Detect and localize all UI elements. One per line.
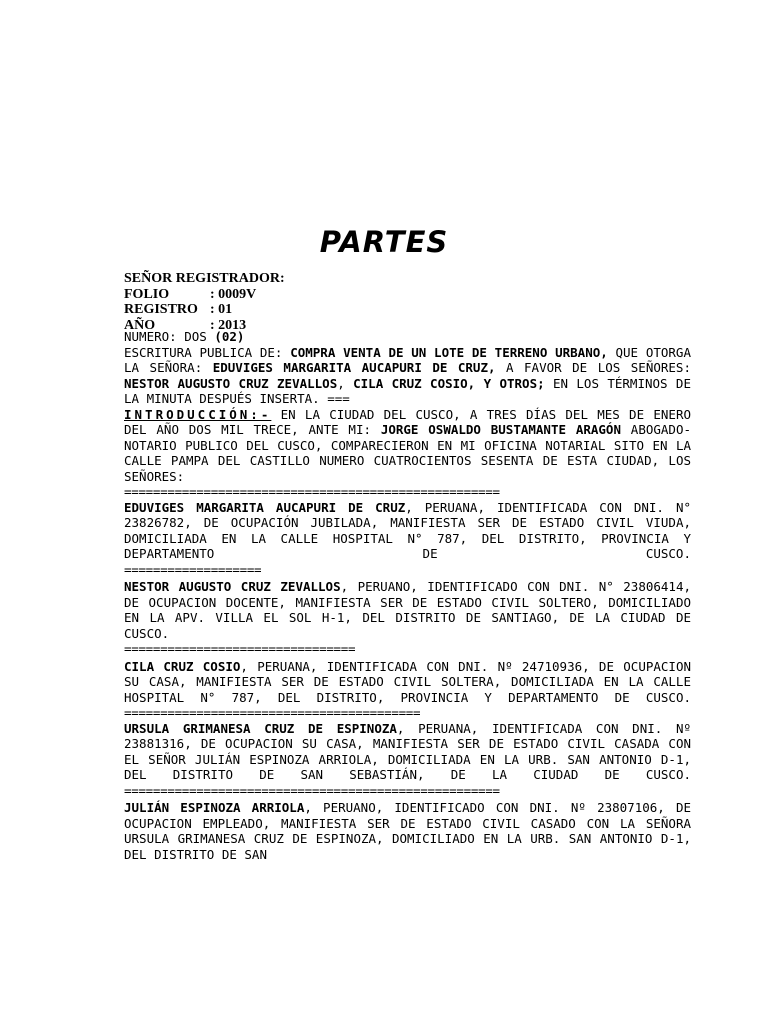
person-paragraph — [124, 800, 691, 862]
registry-header — [124, 271, 694, 333]
numero-label: NUMERO: DOS — [124, 329, 215, 344]
numero-value: (02) — [214, 329, 245, 344]
person-details: , PERUANA, IDENTIFICADA CON DNI. N° 23826782, DE OCUPACIÓN JUBILADA, MANIFIESTA SER DE ESTADO CIVIL VIUDA, DOMICILIADA EN LA CALLE HOSPITAL N° 787, DEL DISTRITO, PROVINCIA Y DEPARTAMENTO DE CUSCO. — [124, 499, 691, 561]
person-paragraph — [124, 721, 691, 783]
person-name: NESTOR AUGUSTO CRUZ ZEVALLOS — [124, 579, 341, 594]
separator-line: ========================================= — [124, 705, 421, 720]
escritura-text: ESCRITURA PUBLICA DE: — [124, 344, 291, 360]
grantor-name: EDUVIGES MARGARITA AUCAPURI DE CRUZ, — [212, 360, 496, 375]
anio-label: AÑO — [124, 317, 156, 333]
introduction-text: EN LA CIUDAD DEL CUSCO, A TRES DÍAS DEL MES DE ENERO DEL AÑO DOS MIL TRECE, ANTE MI: — [124, 406, 691, 437]
anio-value: : 2013 — [210, 317, 247, 333]
escritura-text: , — [337, 375, 354, 391]
escritura-text: QUE OTORGA LA SEÑORA: — [124, 344, 691, 375]
person-name: CILA CRUZ COSIO — [124, 658, 241, 674]
folio-label: FOLIO — [124, 286, 170, 302]
person-name: EDUVIGES MARGARITA AUCAPURI DE CRUZ — [124, 499, 406, 515]
person-name: URSULA GRIMANESA CRUZ DE ESPINOZA — [124, 720, 397, 736]
person-details: , PERUANA, IDENTIFICADA CON DNI. Nº 24710936, DE OCUPACION SU CASA, MANIFIESTA SER DE ESTADO CIVIL SOLTERA, DOMICILIADA EN LA CALLE HOSPITAL N° 787, DEL DISTRITO, PROVINCIA Y DEPARTAMENTO DE CUSCO. — [124, 658, 691, 705]
folio-value: : 0009V — [210, 286, 257, 302]
person-details: , PERUANO, IDENTIFICADO CON DNI. Nº 23807106, DE OCUPACION EMPLEADO, MANIFIESTA SER DE ESTADO CIVIL CASADO CON LA SEÑORA URSULA GRIMANESA CRUZ DE ESPINOZA, DOMICILIADO EN LA URB. SAN ANTONIO D-1, DEL DISTRITO DE SAN — [124, 800, 692, 862]
separator-line: ==================================================== — [124, 484, 500, 499]
separator-line: ==================================================== — [124, 782, 500, 798]
escritura-text: EN LOS TÉRMINOS DE LA MINUTA DESPUÉS INSERTA. === — [124, 375, 691, 406]
grantee-name: NESTOR AUGUSTO CRUZ ZEVALLOS — [124, 375, 338, 391]
escritura-text: A FAVOR DE LOS SEÑORES: — [495, 360, 691, 375]
person-name: JULIÁN ESPINOZA ARRIOLA — [124, 800, 305, 815]
registro-row — [124, 302, 694, 318]
person-paragraph — [124, 500, 691, 562]
person-details: , PERUANO, IDENTIFICADO CON DNI. N° 23806414, DE OCUPACION DOCENTE, MANIFIESTA SER DE ESTADO CIVIL SOLTERO, DOMICILIADO EN LA APV. VILLA EL SOL H-1, DEL DISTRITO DE SANTIAGO, DE LA CIUDAD DE CUSCO. — [124, 579, 691, 641]
separator-line: =================== — [124, 561, 262, 577]
folio-row — [124, 287, 694, 303]
grantee-name: CILA CRUZ COSIO, Y OTROS; — [353, 375, 545, 391]
separator-line: ================================ — [124, 641, 356, 656]
registro-value: : 01 — [210, 302, 233, 317]
introduction-heading: INTRODUCCIÓN:- — [124, 406, 272, 422]
numero-line — [124, 329, 691, 345]
registro-label: REGISTRO — [124, 302, 198, 317]
addressee-line: SEÑOR REGISTRADOR: — [124, 271, 285, 286]
person-details: , PERUANA, IDENTIFICADA CON DNI. Nº 23881316, DE OCUPACION SU CASA, MANIFIESTA SER DE ESTADO CIVIL CASADA CON EL SEÑOR JULIÁN ESPINOZA ARRIOLA, DOMICILIADA EN LA URB. SAN ANTONIO D-1, DEL DISTRITO DE SAN SEBASTIÁN, DE LA CIUDAD DE CUSCO. — [124, 720, 691, 782]
person-paragraph — [124, 579, 691, 641]
document-title: PARTES — [319, 225, 449, 259]
person-paragraph — [124, 659, 691, 706]
escritura-object: COMPRA VENTA DE UN LOTE DE TERRENO URBANO, — [290, 344, 608, 360]
introduction-paragraph — [124, 407, 691, 485]
notary-name: JORGE OSWALDO BUSTAMANTE ARAGÓN — [380, 422, 621, 437]
document-body — [124, 329, 691, 862]
escritura-paragraph — [124, 345, 691, 407]
introduction-text: ABOGADO-NOTARIO PUBLICO DEL CUSCO, COMPARECIERON EN MI OFICINA NOTARIAL SITO EN LA CALLE PAMPA DEL CASTILLO NUMERO CUATROCIENTOS SESENTA DE ESTA CIUDAD, LOS SEÑORES: — [124, 422, 692, 484]
